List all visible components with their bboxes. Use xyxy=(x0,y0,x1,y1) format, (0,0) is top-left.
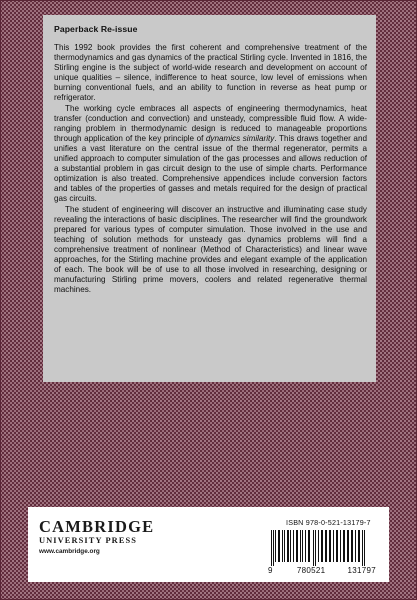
barcode-lead-digit: 9 xyxy=(268,566,273,575)
publisher-url: www.cambridge.org xyxy=(39,548,100,555)
emphasized-text: dynamics similarity xyxy=(205,133,275,143)
barcode-bar xyxy=(278,530,280,562)
barcode-left-digits: 780521 xyxy=(296,566,326,575)
barcode-bar xyxy=(321,530,323,562)
barcode-bar xyxy=(302,530,303,562)
panel-heading: Paperback Re-issue xyxy=(54,24,138,34)
barcode-bar xyxy=(313,530,314,566)
barcode-bar xyxy=(275,530,276,562)
barcode-bar xyxy=(290,530,291,562)
barcode-right-digits: 131797 xyxy=(347,566,376,575)
paragraph-text: This 1992 book provides the first coherent and comprehensive treatment of the thermodynamics and gas dynamics of the practical Stirling cycle. Invented in 1816, the Stirling engine is the subject of world-wide research and development on account of unique qualities – silence, indifference to heat source, low level of emissions when burning conventional fuels, and an ability to function in reverse as heat pump or refrigerator. xyxy=(54,43,367,103)
barcode-bar xyxy=(296,530,298,562)
publisher-name: CAMBRIDGE xyxy=(39,517,155,536)
barcode-bar xyxy=(347,530,349,562)
barcode-bar xyxy=(282,530,283,562)
paragraph-text: The student of engineering will discover an instructive and illuminating case study revealing the interactions of basic disciplines. The researcher will find the groundwork prepared for various types of computer simulation. Those involved in the use and teaching of solution methods for unsteady gas dynamics problems will find a comprehensive treatment of nonlinear (Method of Characteristics) and linear wave approaches, for the Stirling machine provides and elegant example of the application of each. The book will be of use to all those involved in researching, designing or manufacturing Stirling prime movers, coolers and related regenerative thermal machines. xyxy=(54,204,367,295)
barcode-bar xyxy=(271,530,272,566)
barcode-bar xyxy=(340,530,341,562)
barcode-bar xyxy=(325,530,327,562)
blurb-body xyxy=(54,43,367,295)
blurb-panel xyxy=(43,15,376,382)
barcode-bar xyxy=(329,530,331,562)
barcode-bar xyxy=(287,530,289,562)
publisher-logo xyxy=(39,518,179,555)
barcode-bar xyxy=(336,530,338,562)
barcode-bar xyxy=(273,530,274,566)
barcode-bar xyxy=(315,530,316,566)
barcode-bar xyxy=(300,530,301,562)
paragraph-text: The working cycle embraces all aspects of engineering thermodynamics, heat transfer (conduction and convection) and unsteady, compressible fluid flow. A wide-ranging problem in thermodynamic design is reduced to manageable proportions through application of the key principle of xyxy=(54,103,367,143)
publisher-subtitle: UNIVERSITY PRESS xyxy=(39,536,138,545)
blurb-paragraph xyxy=(54,43,367,104)
publisher-box xyxy=(28,507,389,582)
barcode-bar xyxy=(308,530,310,562)
paragraph-text: . This draws together and unifies a vast literature on the central issue of the thermal regenerator, permits a unified approach to computer simulation of the gas processes and allows reduction of a substantial problem in gas circuit design to the use of simple charts. Performance optimization is also treated. Comprehensive appendices include conversion factors and tables of the properties of gasses and metals required for the design of practical gas circuits. xyxy=(54,133,367,204)
barcode-bar xyxy=(351,530,353,562)
barcode-digits xyxy=(268,566,376,575)
barcode xyxy=(268,530,376,566)
barcode-bar xyxy=(358,530,360,562)
barcode-bar xyxy=(305,530,306,562)
blurb-paragraph xyxy=(54,104,367,205)
barcode-bar xyxy=(362,530,363,566)
barcode-bar xyxy=(343,530,345,562)
isbn-block xyxy=(268,518,380,575)
barcode-bar xyxy=(364,530,365,566)
isbn-label: ISBN 978-0-521-13179-7 xyxy=(286,518,371,527)
barcode-bar xyxy=(333,530,334,562)
barcode-bar xyxy=(318,530,319,562)
blurb-paragraph xyxy=(54,205,367,296)
barcode-bar xyxy=(293,530,294,562)
barcode-bar xyxy=(355,530,356,562)
barcode-bar xyxy=(284,530,285,562)
